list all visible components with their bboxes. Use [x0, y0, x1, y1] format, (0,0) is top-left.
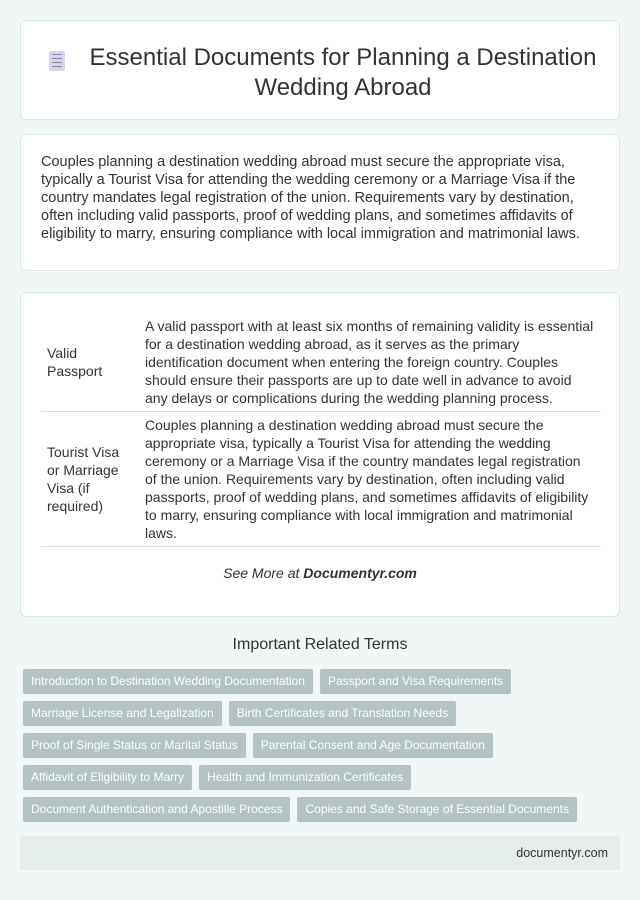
- document-scroll-icon: [49, 51, 65, 71]
- related-tag[interactable]: Document Authentication and Apostille Process: [23, 797, 290, 822]
- row-value: Couples planning a destination wedding abroad must secure the appropriate visa, typically a Tourist Visa for attending the wedding ceremony or a Marriage Visa if the country mandates legal registration of the union. Requirements vary by destination, often including valid passports, proof of wedding plans, and sometimes affidavits of eligibility to marry, ensuring compliance with local immigration and matrimonial laws.: [139, 412, 601, 547]
- related-tag[interactable]: Marriage License and Legalization: [23, 701, 222, 726]
- related-tag[interactable]: Birth Certificates and Translation Needs: [229, 701, 456, 726]
- related-tag[interactable]: Health and Immunization Certificates: [199, 765, 411, 790]
- footer-link[interactable]: documentyr.com: [516, 846, 608, 860]
- see-more-link[interactable]: Documentyr.com: [303, 565, 417, 581]
- related-tag[interactable]: Copies and Safe Storage of Essential Documents: [297, 797, 576, 822]
- related-tag[interactable]: Affidavit of Eligibility to Marry: [23, 765, 192, 790]
- related-tag[interactable]: Introduction to Destination Wedding Documentation: [23, 669, 313, 694]
- table-row: [41, 313, 601, 412]
- footer: [20, 836, 620, 870]
- see-more-prefix: See More at: [223, 565, 304, 581]
- row-value: A valid passport with at least six months of remaining validity is essential for a destination wedding abroad, as it serves as the primary identification document when entering the foreign country. Couples should ensure their passports are up to date well in advance to avoid any delays or complications during the wedding planning process.: [139, 313, 601, 412]
- documents-table-card: [20, 292, 620, 617]
- related-tag[interactable]: Passport and Visa Requirements: [320, 669, 511, 694]
- related-tag[interactable]: Parental Consent and Age Documentation: [253, 733, 493, 758]
- intro-text: Couples planning a destination wedding abroad must secure the appropriate visa, typically a Tourist Visa for attending the wedding ceremony or a Marriage Visa if the country mandates legal registration of the union. Requirements vary by destination, often including valid passports, proof of wedding plans, and sometimes affidavits of eligibility to marry, ensuring compliance with local immigration and matrimonial laws.: [20, 134, 620, 271]
- documents-table: [41, 313, 601, 547]
- related-tag[interactable]: Proof of Single Status or Marital Status: [23, 733, 246, 758]
- see-more: [41, 565, 599, 581]
- header-card: [20, 20, 620, 120]
- table-row: [41, 412, 601, 547]
- row-key: Tourist Visa or Marriage Visa (if required): [41, 412, 139, 547]
- page-title: Essential Documents for Planning a Destination Wedding Abroad: [89, 44, 597, 101]
- related-terms-title: Important Related Terms: [232, 636, 408, 653]
- row-key: Valid Passport: [41, 313, 139, 412]
- related-tags: [23, 669, 613, 822]
